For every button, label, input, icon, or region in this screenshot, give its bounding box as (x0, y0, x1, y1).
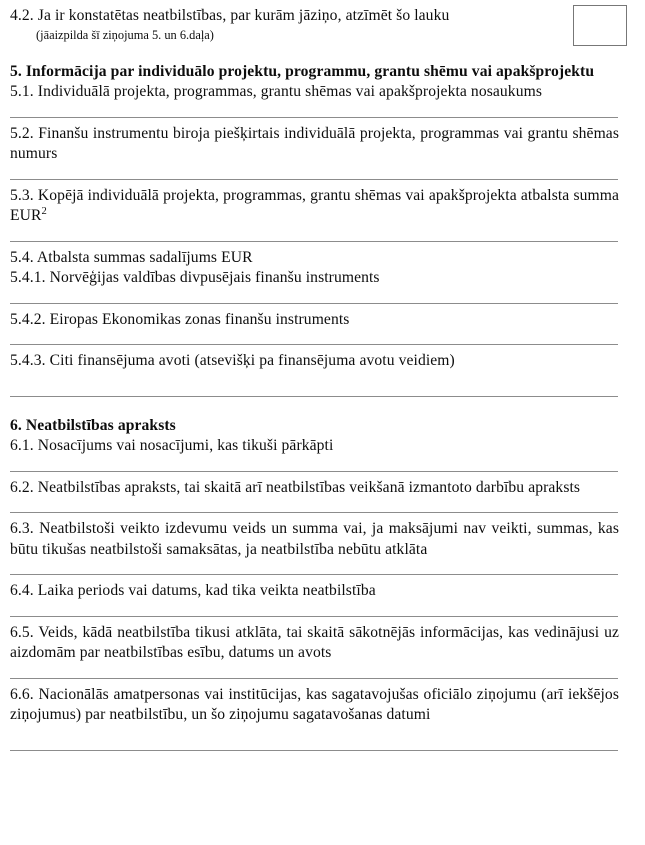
field-5-4-3-entry-area[interactable] (10, 372, 619, 396)
item-4-2-label: 4.2. Ja ir konstatētas neatbilstības, par kurām jāziņo, atzīmēt šo lauku (10, 7, 450, 24)
field-5-3-entry-area[interactable] (10, 227, 619, 241)
field-6-4-label: 6.4. Laika periods vai datums, kad tika veikta neatbilstība (10, 582, 376, 599)
field-6-5-entry-area[interactable] (10, 664, 619, 678)
field-5-2-label: 5.2. Finanšu instrumentu biroja piešķirtais individuālā projekta, programmas vai grantu shēmas numurs (10, 124, 619, 162)
field-6-6-label: 6.6. Nacionālās amatpersonas vai institūcijas, kas sagatavojušas oficiālo ziņojumu (arī iekšējos ziņojumus) par neatbilstību, un šo ziņojumu sagatavošanas datumi (10, 685, 619, 723)
gap-before-section-5 (10, 43, 619, 62)
field-5-2-entry-area[interactable] (10, 165, 619, 179)
section-5-heading: 5. Informācija par individuālo projektu, programmu, grantu shēmu vai apakšprojektu (10, 62, 595, 80)
field-5-3-footnote-marker: 2 (41, 205, 47, 217)
field-5-3-text: 5.3. Kopējā individuālā projekta, programmas, grantu shēmas vai apakšprojekta atbalsta summa EUR (10, 186, 619, 224)
field-6-3-entry-area[interactable] (10, 560, 619, 574)
field-6-2-label: 6.2. Neatbilstības apraksts, tai skaitā arī neatbilstības veikšanā izmantoto darbību apraksts (10, 478, 581, 496)
field-5-4-1-label: 5.4.1. Norvēģijas valdības divpusējais finanšu instruments (10, 269, 380, 286)
field-5-1-entry-area[interactable] (10, 103, 619, 117)
field-5-4-2-entry-area[interactable] (10, 330, 619, 344)
field-5-4-2-label: 5.4.2. Eiropas Ekonomikas zonas finanšu instruments (10, 310, 350, 328)
gap-before-section-6 (10, 397, 619, 416)
field-5-3-label (10, 186, 619, 227)
field-6-3-label: 6.3. Neatbilstoši veikto izdevumu veids un summa vai, ja maksājumi nav veikti, summas, kas būtu tikušas neatbilstoši samaksātas, ja neatbilstība nebūtu atklāta (10, 520, 619, 558)
section-6-heading: 6. Neatbilstības apraksts (10, 416, 176, 434)
field-6-1-entry-area[interactable] (10, 457, 619, 471)
field-6-4-entry-area[interactable] (10, 602, 619, 616)
field-5-4-3-label: 5.4.3. Citi finansējuma avoti (atsevišķi pa finansējuma avotu veidiem) (10, 352, 455, 369)
field-6-2-entry-area[interactable] (10, 498, 619, 512)
field-5-1-label: 5.1. Individuālā projekta, programmas, grantu shēmas vai apakšprojekta nosaukums (10, 83, 542, 100)
field-5-4-1-entry-area[interactable] (10, 289, 619, 303)
field-6-1-label: 6.1. Nosacījums vai nosacījumi, kas tikuši pārkāpti (10, 437, 334, 454)
item-4-2-note: (jāaizpilda šī ziņojuma 5. un 6.daļa) (36, 27, 214, 42)
field-5-4-label: 5.4. Atbalsta summas sadalījums EUR (10, 248, 253, 266)
form-content (10, 0, 619, 751)
field-6-6-entry-area[interactable] (10, 726, 619, 750)
separator-after-6-6 (10, 750, 618, 751)
field-6-5-label: 6.5. Veids, kādā neatbilstība tikusi atklāta, tai skaitā sākotnējās informācijas, kas vedinājusi uz aizdomām par neatbilstības esību, datums un avots (10, 623, 619, 661)
